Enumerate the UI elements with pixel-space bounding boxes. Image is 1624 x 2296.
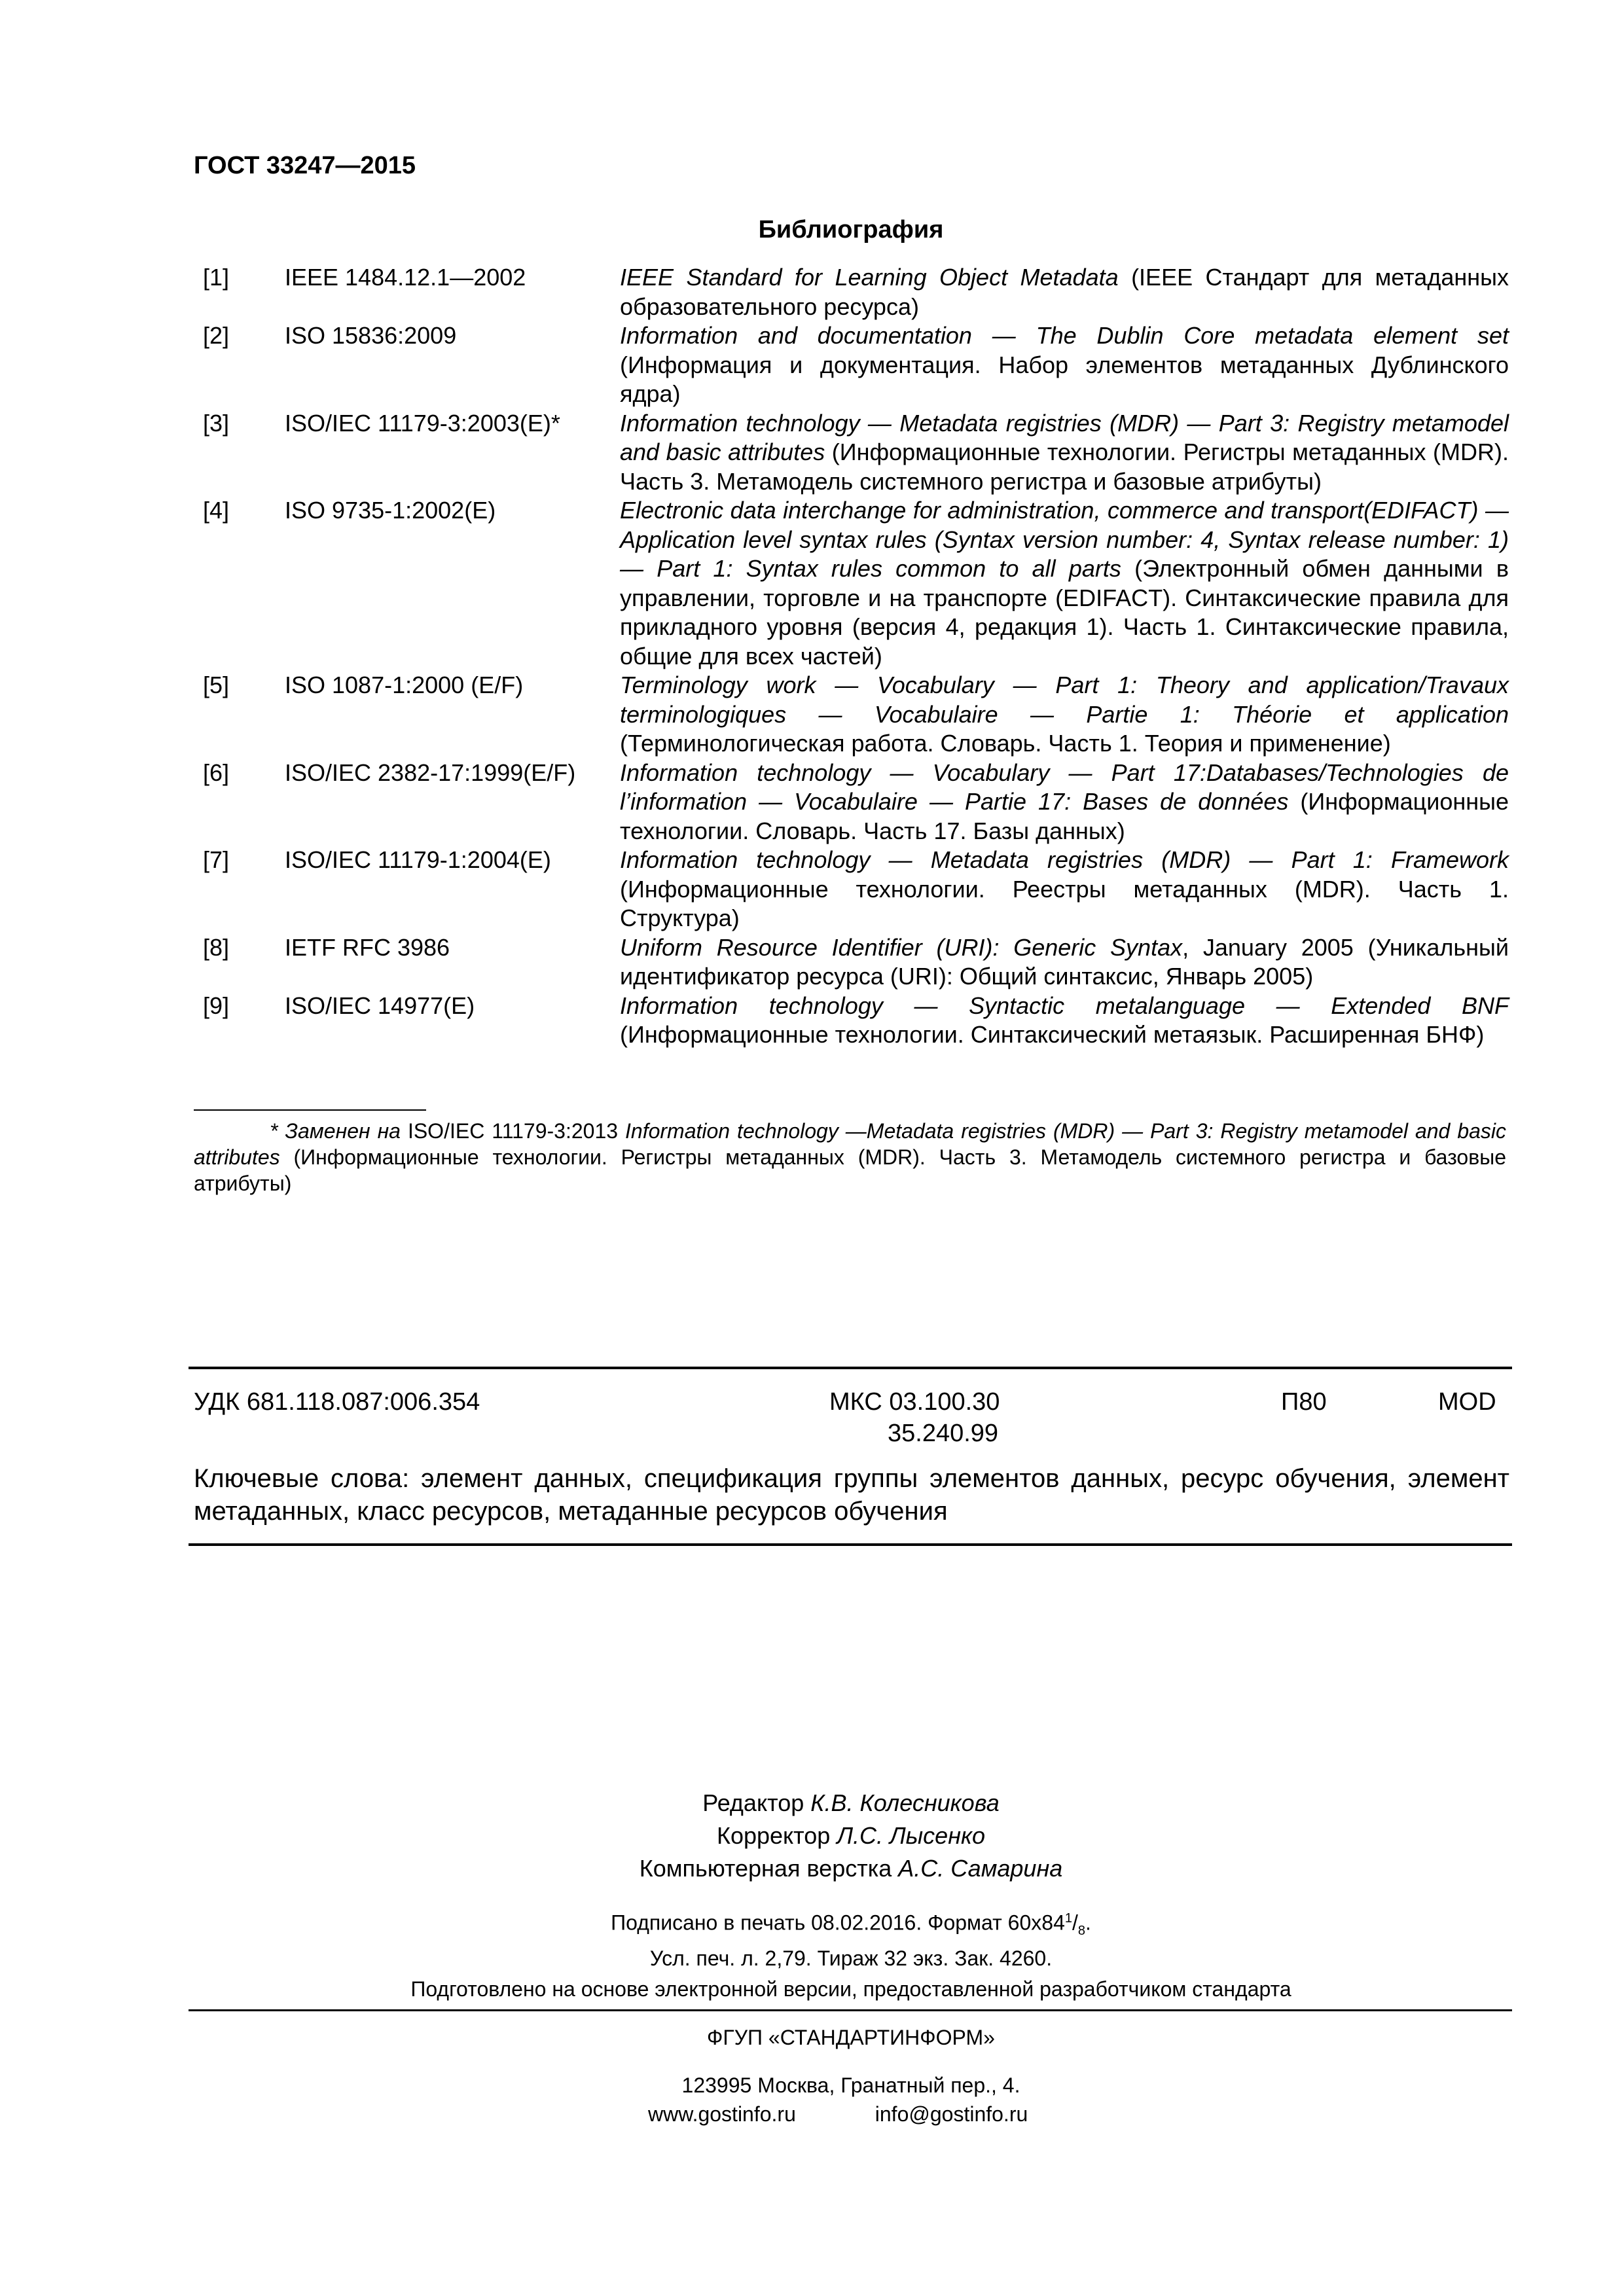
bibliography-item-description [620,263,1509,321]
prepared-note: Подготовлено на основе электронной версии, предоставленной разработчиком стандарта [410,1977,1291,2001]
bibliography-item-title: Terminology work — Vocabulary — Part 1: Theory and application/Travaux terminologiques — Vocabulaire — Partie 1: Théorie et application [620,672,1509,728]
classification-top-rule [189,1367,1512,1369]
publisher-address: 123995 Москва, Гранатный пер., 4. [681,2073,1020,2097]
footnote-separator [194,1109,426,1111]
bibliography-item-number: [7] [203,846,230,873]
bibliography-item-code: IEEE 1484.12.1—2002 [285,264,526,291]
bibliography-item [203,846,1509,933]
bibliography-item-description [620,759,1509,846]
layout-name: А.С. Самарина [898,1855,1063,1882]
layout-label: Компьютерная верстка [639,1855,899,1882]
footnote-translation: (Информационные технологии. Регистры метаданных (MDR). Часть 3. Метамодель системного регистра и базовые атрибуты) [194,1145,1506,1195]
editor-line [0,1787,1624,1820]
bibliography-item-description [620,846,1509,933]
print-details [0,1905,1624,1972]
bibliography-item-translation: (Информация и документация. Набор элементов метаданных Дублинского ядра) [620,351,1509,407]
bibliography-item-translation: (Информационные технологии. Словарь. Часть 17. Базы данных) [620,788,1509,844]
bibliography-item-title: Information and documentation — The Dublin Core metadata element set [620,322,1509,349]
bibliography-item [203,263,1509,321]
bibliography-item-translation: (Информационные технологии. Регистры метаданных (MDR). Часть 3. Метамодель системного регистра и базовые атрибуты) [620,439,1509,495]
bibliography-item-number: [6] [203,759,230,786]
publisher-name: ФГУП «СТАНДАРТИНФОРМ» [707,2026,995,2049]
bibliography-item-translation: (Электронный обмен данными в управлении, торговле и на транспорте (EDIFACT). Синтаксические правила для прикладного уровня (версия 4, редакция 1). Часть 1. Синтаксические правила, общие для всех частей) [620,555,1509,670]
bibliography-item [203,409,1509,497]
footnote-code: ISO/IEC 11179-3:2013 [400,1119,626,1143]
modification-code: MOD [1438,1388,1496,1416]
bibliography-item [203,933,1509,992]
bibliography-item-title: Uniform Resource Identifier (URI): Generic Syntax [620,933,1183,961]
bibliography-item [203,496,1509,671]
corrector-name: Л.С. Лысенко [837,1822,986,1849]
bibliography-item-description [620,409,1509,497]
bibliography-item-code: ISO/IEC 2382-17:1999(E/F) [285,759,576,786]
footnote-title: Information technology —Metadata registries (MDR) — Part 3: Registry metamodel and basic attributes [194,1119,1507,1169]
bibliography-item-title: Electronic data interchange for administration, commerce and transport(EDIFACT) — Application level syntax rules (Syntax version number: 4, Syntax release number: 1) — Part 1: Syntax rules common to all parts [620,497,1509,582]
bibliography-item-code: ISO 9735-1:2002(E) [285,497,496,524]
bibliography-item-translation: , January 2005 (Уникальный идентификатор ресурса (URI): Общий синтаксис, Январь 2005) [620,933,1509,990]
signed-text: Подписано в печать 08.02.2016. Формат 60х84 [611,1910,1065,1935]
format-denominator: 8 [1077,1924,1085,1939]
website-link[interactable]: www.gostinfo.ru [648,2102,796,2126]
bibliography-item-number: [9] [203,992,230,1019]
keywords-bottom-rule [189,1543,1512,1546]
bibliography-item-translation: (IEEE Стандарт для метаданных образовательного ресурса) [620,264,1509,320]
bibliography-item-translation: (Терминологическая работа. Словарь. Часть 1. Теория и применение) [620,730,1391,757]
bibliography-item-description [620,496,1509,671]
publisher-contacts [648,2101,1028,2127]
mks-code-2: 35.240.99 [888,1420,999,1447]
bibliography-item-title: Information technology — Metadata registries (MDR) — Part 3: Registry metamodel and basic attributes [620,409,1509,465]
bibliography-item [203,671,1509,759]
bibliography-item-code: ISO/IEC 14977(E) [285,992,475,1019]
bibliography-item-code: ISO 1087-1:2000 (E/F) [285,672,524,698]
staff-credits [0,1787,1624,1885]
print-details-line: Усл. печ. л. 2,79. Тираж 32 экз. Зак. 4260. [649,1946,1053,1971]
editor-name: К.В. Колесникова [810,1789,1000,1816]
mks-code-1: МКС 03.100.30 [829,1388,1000,1416]
bibliography-item-number: [5] [203,672,230,698]
keywords: Ключевые слова: элемент данных, спецификация группы элементов данных, ресурс обучения, элемент метаданных, класс ресурсов, метаданные ресурсов обучения [194,1464,1509,1526]
signed-line: Подписано в печать 08.02.2016. Формат $60х84^1/_8$. [611,1910,1091,1939]
bibliography-item-title: Information technology — Metadata registries (MDR) — Part 1: Framework [620,846,1509,873]
bibliography-item [203,321,1509,409]
document-header: ГОСТ 33247—2015 [194,152,416,179]
bibliography-item-code: ISO/IEC 11179-3:2003(E)* [285,409,560,437]
footnote-marker: * Заменен на [270,1119,401,1143]
bibliography-item-code: ISO/IEC 11179-1:2004(E) [285,846,551,873]
bibliography-item-code: ISO 15836:2009 [285,322,457,349]
bibliography-item-description [620,671,1509,759]
email-link[interactable]: info@gostinfo.ru [875,2102,1028,2126]
corrector-label: Корректор [716,1822,837,1849]
bibliography-item-translation: (Информационные технологии. Синтаксический метаязык. Расширенная БНФ) [620,1021,1485,1048]
bibliography-item-description [620,321,1509,409]
okstu-code: П80 [1281,1388,1327,1416]
bibliography-item-title: Information technology — Syntactic metalanguage — Extended BNF [620,992,1509,1019]
publisher-top-rule [189,2009,1512,2011]
bibliography-item-code: IETF RFC 3986 [285,933,450,961]
layout-line [0,1852,1624,1885]
format-numerator: 1 [1064,1911,1072,1926]
bibliography-item-number: [8] [203,933,230,961]
bibliography-item-number: [2] [203,322,230,349]
bibliography-item-number: [3] [203,409,230,437]
bibliography-item-translation: (Информационные технологии. Реестры метаданных (MDR). Часть 1. Структура) [620,875,1509,931]
bibliography-item-description [620,992,1509,1050]
bibliography-item-title: IEEE Standard for Learning Object Metadata [620,264,1119,291]
udk-code: УДК 681.118.087:006.354 [194,1388,480,1416]
bibliography-title: Библиография [758,216,944,243]
bibliography-item-description [620,933,1509,992]
bibliography-item-number: [4] [203,497,230,524]
bibliography-item-number: [1] [203,264,230,291]
bibliography-list [203,263,1509,1050]
footnote [194,1118,1506,1196]
corrector-line [0,1820,1624,1852]
bibliography-item [203,992,1509,1050]
editor-label: Редактор [702,1789,811,1816]
bibliography-item [203,759,1509,846]
bibliography-item-title: Information technology — Vocabulary — Part 17:Databases/Technologies de l’information — Vocabulaire — Partie 17: Bases de données [620,759,1509,815]
mks-codes [829,1386,1000,1449]
